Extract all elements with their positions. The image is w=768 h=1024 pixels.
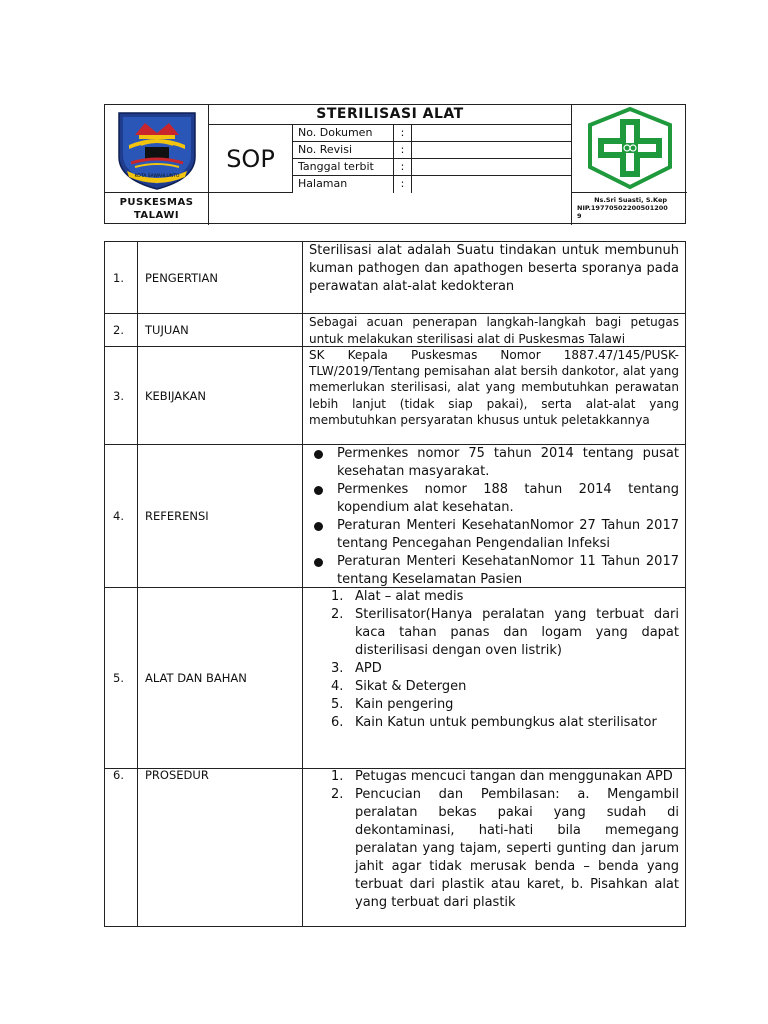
signature-block [571,193,687,225]
row-number: 2. [105,314,138,346]
emblem-text: KOTA SAWAHLUNTO [134,174,180,179]
table-row-alat-dan-bahan [104,588,686,769]
list-item: Permenkes nomor 188 tahun 2014 tentang kopendium alat kesehatan. [309,481,679,517]
list-item: 1. Alat – alat medis [331,589,464,604]
list-item: 2. Pencucian dan Pembilasan: a. Mengambil peralatan bekas pakai yang sudah di dekontaminasi, hati-hati bila memegang peralatan yang tajam, seperti gunting dan jarum jahit agar tidak merusak benda – benda yang terbuat dari plastik atau karet, b. Pisahkan alat yang terbuat dari plastik [331,787,679,910]
sawahlunto-emblem-icon [105,105,209,193]
equipment-list [309,588,679,732]
row-label: PROSEDUR [138,769,303,926]
meta-label: No. Dokumen [293,125,394,141]
signer-nip: NIP.19770502200501200 [577,204,668,212]
meta-label: Tanggal terbit [293,159,394,175]
left-logo-cell [105,105,209,193]
meta-colon: : [394,176,412,193]
meta-colon: : [394,125,412,141]
row-content [303,769,685,926]
meta-colon: : [394,142,412,158]
puskesmas-logo-icon [572,105,688,193]
row-number: 6. [105,769,138,926]
document-title: STERILISASI ALAT [209,105,571,125]
row-label: TUJUAN [138,314,303,346]
org-name [105,193,209,225]
list-item: Peraturan Menteri KesehatanNomor 11 Tahun 2017 tentang Keselamatan Pasien [309,553,679,587]
meta-row-tanggal-terbit [293,159,571,176]
meta-label: No. Revisi [293,142,394,158]
right-logo-cell [571,105,687,193]
row-content: Sterilisasi alat adalah Suatu tindakan untuk membunuh kuman pathogen dan apathogen beserta sporanya pada perawatan alat-alat kedokteran [309,243,679,294]
org-line-1: PUSKESMAS [119,197,194,208]
row-content [303,445,685,587]
meta-label: Halaman [293,176,394,193]
table-row-prosedur [104,769,686,927]
row-number: 1. [105,242,138,313]
table-row-pengertian [104,241,686,314]
row-label: KEBIJAKAN [138,347,303,444]
sop-label: SOP [209,125,293,193]
row-content: SK Kepala Puskesmas Nomor 1887.47/145/PUSK-TLW/2019/Tentang pemisahan alat bersih dankotor, alat yang memerlukan sterilisasi, alat yang membutuhkan perawatan lebih lanjut (tidak siap pakai), serta alat-alat yang membutuhkan persyaratan khusus untuk peletakkannya [309,348,679,427]
row-label: REFERENSI [138,445,303,587]
blank-cell [209,193,571,225]
list-item: 1. Petugas mencuci tangan dan menggunakan APD [331,769,673,784]
list-item: 6. Kain Katun untuk pembungkus alat sterilisator [331,715,657,730]
row-number: 5. [105,588,138,768]
row-number: 3. [105,347,138,444]
list-item: 3. APD [331,661,382,676]
row-number: 4. [105,445,138,587]
meta-row-no-dokumen [293,125,571,142]
row-label: PENGERTIAN [138,242,303,313]
meta-row-no-revisi [293,142,571,159]
procedure-list [309,769,679,912]
row-content [303,588,685,768]
meta-colon: : [394,159,412,175]
list-item: 4. Sikat & Detergen [331,679,467,694]
row-label: ALAT DAN BAHAN [138,588,303,768]
list-item: Permenkes nomor 75 tahun 2014 tentang pusat kesehatan masyarakat. [309,445,679,481]
list-item: 2. Sterilisator(Hanya peralatan yang terbuat dari kaca tahan panas dan logam yang dapat disterilisasi dengan oven listrik) [331,607,679,658]
reference-list [309,445,679,587]
signer-nip-continued: 9 [577,212,582,220]
row-content: Sebagai acuan penerapan langkah-langkah bagi petugas untuk melakukan sterilisasi alat di Puskesmas Talawi [309,315,679,346]
list-item: Peraturan Menteri KesehatanNomor 27 Tahun 2017 tentang Pencegahan Pengendalian Infeksi [309,517,679,553]
org-line-2: TALAWI [133,210,180,221]
table-row-referensi [104,445,686,588]
sop-header [104,104,686,224]
signer-name: Ns.Sri Suasti, S.Kep [594,196,667,204]
meta-row-halaman [293,176,571,193]
list-item: 5. Kain pengering [331,697,454,712]
table-row-kebijakan [104,347,686,445]
table-row-tujuan [104,314,686,347]
